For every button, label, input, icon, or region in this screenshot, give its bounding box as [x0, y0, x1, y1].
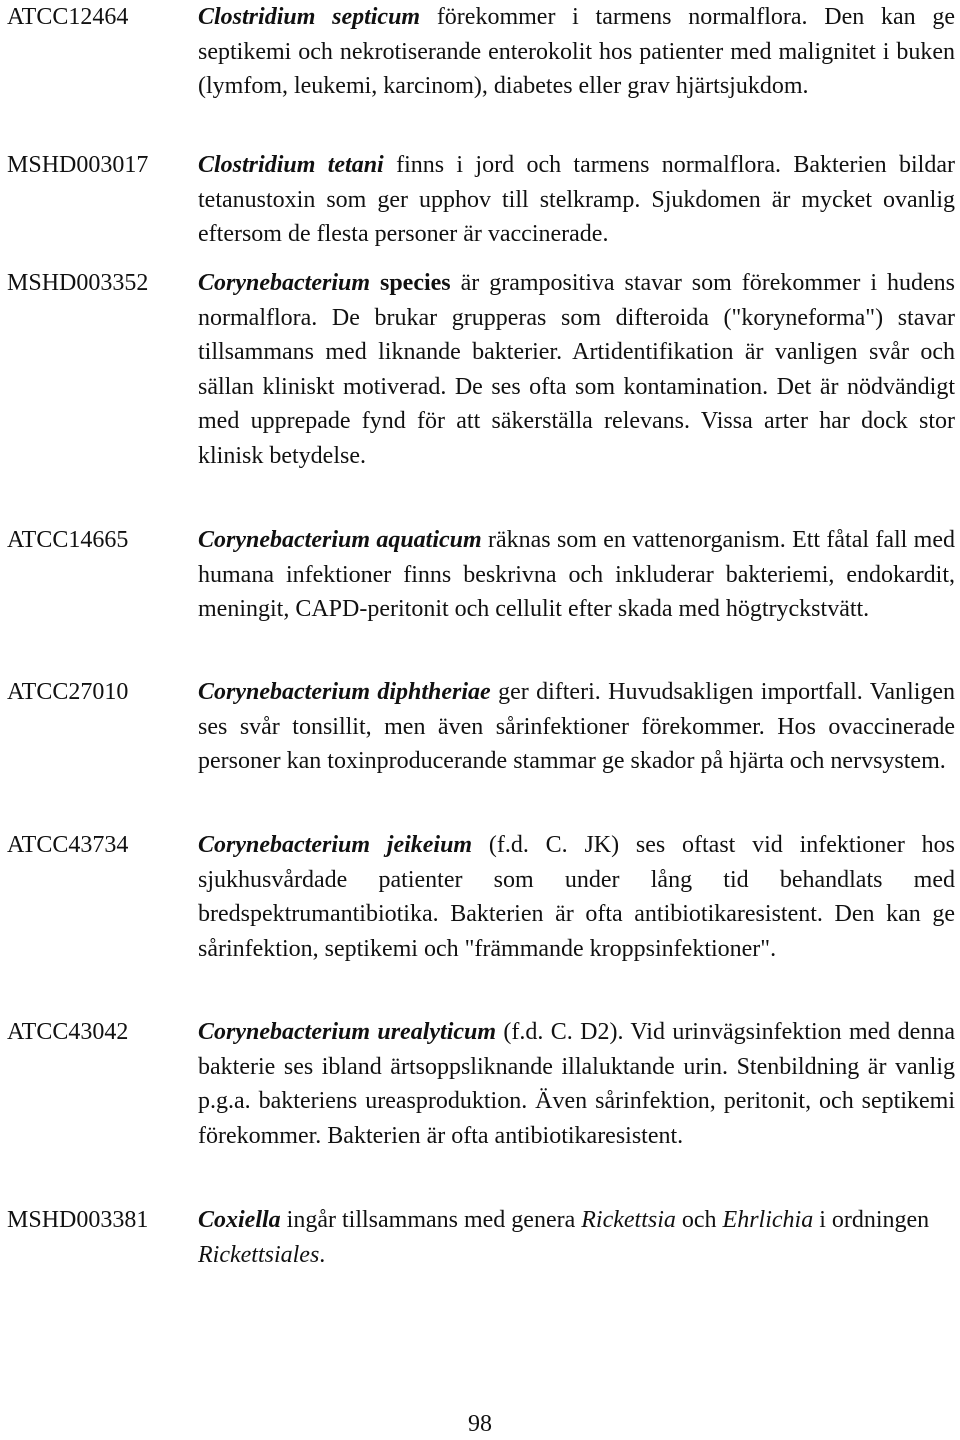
description-text: finns i jord och tarmens normalflora. Bakterien bildar tetanustoxin som ger upphov till stelkramp. Sjukdomen är mycket ovanlig eftersom de flesta personer är vaccinerade. — [198, 152, 955, 247]
strain-code: ATCC43042 — [7, 1019, 129, 1045]
species-name: Corynebacterium urealyticum — [198, 1019, 497, 1045]
description-text: . — [319, 1241, 326, 1268]
entry-description — [198, 266, 955, 473]
entry-description — [198, 1015, 955, 1153]
species-name: Corynebacterium — [198, 270, 370, 296]
description-text: i ordningen — [813, 1207, 930, 1233]
strain-code: MSHD003381 — [7, 1207, 149, 1233]
description-text: räknas som en vattenorganism. Ett fåtal fall med humana infektioner finns beskrivna och inkluderar bakteriemi, endokardit, meningit, CAPD-peritonit och cellulit efter skada med högtryckstvätt. — [198, 527, 955, 622]
page-number: 98 — [468, 1411, 492, 1437]
species-suffix: species — [370, 270, 451, 296]
entry-description — [198, 1203, 955, 1272]
strain-code: ATCC43734 — [7, 832, 129, 858]
strain-code: ATCC27010 — [7, 679, 129, 705]
description-text: ingår tillsammans med genera — [280, 1207, 582, 1233]
species-name: Corynebacterium diphtheriae — [198, 679, 491, 705]
description-text: ger difteri. Huvudsakligen importfall. Vanligen ses svår tonsillit, men även sårinfektioner förekommer. Hos ovaccinerade personer kan toxinproducerande stammar ge skador på hjärta och nervsystem. — [198, 679, 956, 774]
strain-code: ATCC12464 — [7, 4, 129, 30]
description-text: och — [675, 1207, 723, 1233]
description-text: (f.d. C. D2). Vid urinvägsinfektion med denna bakterie ses ibland ärtsoppsliknande illaluktande urin. Stenbildning är vanlig p.g.a. bakteriens ureasproduktion. Även sårinfektion, peritonit, och septikemi förekommer. Bakterien är ofta antibiotikaresistent. — [198, 1019, 955, 1149]
entry-description — [198, 675, 955, 779]
entry-description — [198, 523, 955, 627]
order-name: Rickettsiales — [198, 1241, 320, 1268]
species-name: Corynebacterium jeikeium — [198, 832, 473, 858]
species-name: Clostridium tetani — [198, 152, 384, 178]
entry-description — [198, 148, 955, 252]
entry-description — [198, 0, 955, 104]
strain-code: MSHD003017 — [7, 152, 149, 178]
description-text: (f.d. C. JK) ses oftast vid infektioner hos sjukhusvårdade patienter som under lång tid behandlats med bredspektrumantibiotika. Bakterien är ofta antibiotikaresistent. Den kan ge sårinfektion, septikemi och "främmande kroppsinfektioner". — [198, 832, 955, 962]
entry-description — [198, 828, 955, 966]
species-name: Corynebacterium aquaticum — [198, 527, 482, 553]
description-text: är grampositiva stavar som förekommer i hudens normalflora. De brukar grupperas som difteroida ("koryneforma") stavar tillsammans med liknande bakterier. Artidentifikation är vanligen svår och sällan kliniskt motiverad. De ses ofta som kontamination. Det är nödvändigt med upprepade fynd för att säkerställa relevans. Vissa arter har dock stor klinisk betydelse. — [198, 270, 956, 469]
strain-code: MSHD003352 — [7, 270, 149, 296]
strain-code: ATCC14665 — [7, 527, 129, 553]
description-text: förekommer i tarmens normalflora. Den kan ge septikemi och nekrotiserande enterokolit hos patienter med malignitet i buken (lymfom, leukemi, karcinom), diabetes eller grav hjärtsjukdom. — [198, 4, 955, 99]
species-name: Clostridium septicum — [198, 4, 421, 30]
genus-name: Ehrlichia — [722, 1207, 814, 1233]
species-name: Coxiella — [198, 1207, 281, 1233]
genus-name: Rickettsia — [581, 1207, 676, 1233]
